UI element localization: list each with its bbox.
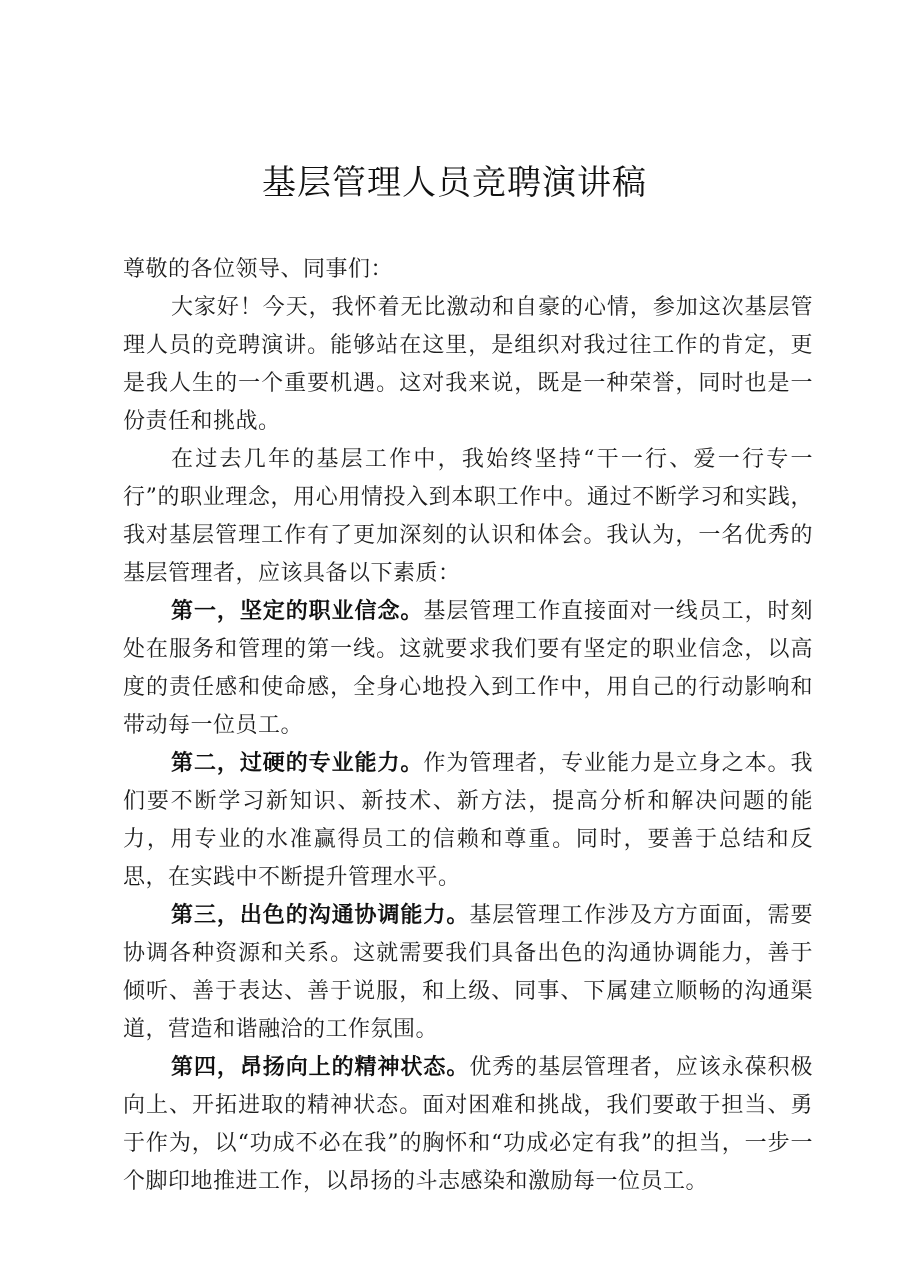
document-body [123, 251, 813, 1201]
quality-3-text: 基层管理工作涉及方方面面，需要协调各种资源和关系。这就需要我们具备出色的沟通协调能力，善于倾听、善于表达、善于说服，和上级、同事、下属建立顺畅的沟通渠道，营造和谐融洽的工作氛围。 [123, 903, 813, 1042]
document-title: 基层管理人员竞聘演讲稿 [262, 163, 647, 203]
paragraph-quality-2 [123, 745, 813, 897]
quality-2-text: 作为管理者，专业能力是立身之本。我们要不断学习新知识、新技术、新方法，提高分析和解决问题的能力，用专业的水准赢得员工的信赖和尊重。同时，要善于总结和反思，在实践中不断提升管理水平。 [123, 751, 813, 890]
quality-1-text: 基层管理工作直接面对一线员工，时刻处在服务和管理的第一线。这就要求我们要有坚定的职业信念，以高度的责任感和使命感，全身心地投入到工作中，用自己的行动影响和带动每一位员工。 [123, 599, 813, 738]
quality-1-lead: 第一，坚定的职业信念。 [171, 599, 424, 624]
salutation: 尊敬的各位领导、同事们： [123, 257, 394, 282]
quality-4-text: 优秀的基层管理者，应该永葆积极向上、开拓进取的精神状态。面对困难和挑战，我们要敢于担当、勇于作为，以“功成不必在我”的胸怀和“功成必定有我”的担当，一步一个脚印地推进工作，以昂扬的斗志感染和激励每一位员工。 [123, 1055, 813, 1194]
paragraph-quality-4 [123, 1049, 813, 1201]
paragraph-experience: 在过去几年的基层工作中，我始终坚持“干一行、爱一行专一行”的职业理念，用心用情投入到本职工作中。通过不断学习和实践，我对基层管理工作有了更加深刻的认识和体会。我认为，一名优秀的基层管理者，应该具备以下素质： [123, 447, 813, 586]
quality-2-lead: 第二，过硬的专业能力。 [171, 751, 424, 776]
paragraph-quality-1 [123, 593, 813, 745]
paragraph-greeting: 大家好！今天，我怀着无比激动和自豪的心情，参加这次基层管理人员的竞聘演讲。能够站在这里，是组织对我过往工作的肯定，更是我人生的一个重要机遇。这对我来说，既是一种荣誉，同时也是一份责任和挑战。 [123, 295, 813, 434]
paragraph-quality-3 [123, 897, 813, 1049]
quality-4-lead: 第四，昂扬向上的精神状态。 [171, 1055, 470, 1080]
quality-3-lead: 第三，出色的沟通协调能力。 [171, 903, 470, 928]
